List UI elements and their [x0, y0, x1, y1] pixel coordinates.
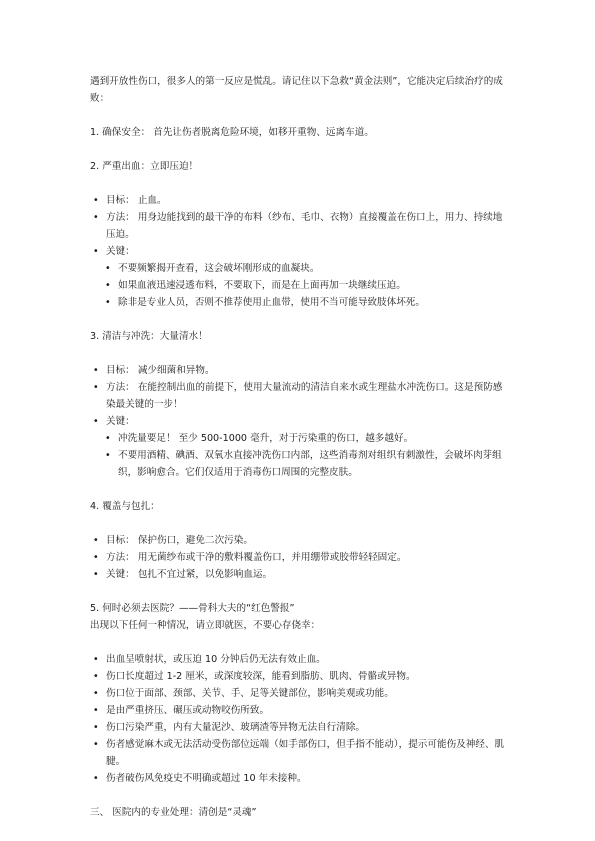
list-item: • 伤口位于面部、颈部、关节、手、足等关键部位，影响美观或功能。	[90, 685, 508, 702]
sub-list-item: • 不要频繁揭开查看，这会破坏刚形成的血凝块。	[90, 260, 508, 277]
list-item: • 伤口污染严重，内有大量泥沙、玻璃渣等异物无法自行清除。	[90, 719, 508, 736]
bullet-icon: •	[93, 705, 99, 716]
section-3-title: 3. 清洁与冲洗：大量清水！	[90, 331, 208, 342]
section-5-title: 5. 何时必须去医院？——骨科大夫的“红色警报”	[90, 603, 295, 614]
bullet-icon: •	[105, 280, 111, 291]
list-item: • 方法： 用无菌纱布或干净的敷料覆盖伤口，并用绷带或胶带轻轻固定。	[90, 549, 508, 566]
list-item: • 关键： 包扎不宜过紧，以免影响血运。	[90, 566, 508, 583]
bullet-icon: •	[93, 212, 99, 223]
list-item: • 目标： 减少细菌和异物。	[90, 362, 508, 379]
bullet-icon: •	[105, 450, 111, 461]
bullet-icon: •	[93, 654, 99, 665]
bullet-icon: •	[93, 688, 99, 699]
bullet-icon: •	[105, 297, 111, 308]
list-item: • 出血呈喷射状，或压迫 10 分钟后仍无法有效止血。	[90, 651, 508, 668]
bullet-icon: •	[93, 195, 99, 206]
bullet-icon: •	[93, 246, 99, 257]
bullet-icon: •	[105, 263, 111, 274]
sub-list-item: • 如果血液迅速浸透布料，不要取下，而是在上面再加一块继续压迫。	[90, 277, 508, 294]
bullet-icon: •	[93, 739, 99, 750]
section-1-text: 1. 确保安全： 首先让伤者脱离危险环境，如移开重物、远离车道。	[90, 127, 374, 138]
bullet-icon: •	[93, 569, 99, 580]
list-item: • 伤口长度超过 1-2 厘米，或深度较深，能看到脂肪、肌肉、骨骼或异物。	[90, 668, 508, 685]
section-4-title: 4. 覆盖与包扎：	[90, 501, 160, 512]
list-item: • 伤者感觉麻木或无法活动受伤部位远端（如手部伤口，但手指不能动），提示可能伤及神经、肌腱。	[90, 736, 508, 770]
list-item: • 是由严重挤压、碾压或动物咬伤所致。	[90, 702, 508, 719]
bullet-icon: •	[93, 671, 99, 682]
list-item: • 目标： 保护伤口，避免二次污染。	[90, 532, 508, 549]
bullet-icon: •	[93, 552, 99, 563]
sub-list-item: • 除非是专业人员，否则不推荐使用止血带，使用不当可能导致肢体坏死。	[90, 294, 508, 311]
bullet-icon: •	[93, 773, 99, 784]
list-item: • 关键：	[90, 413, 508, 430]
list-item: • 方法： 在能控制出血的前提下，使用大量流动的清洁自来水或生理盐水冲洗伤口。这是预防感染最关键的一步！	[90, 379, 508, 413]
bullet-icon: •	[93, 535, 99, 546]
bullet-icon: •	[93, 365, 99, 376]
document-body	[90, 73, 508, 821]
list-item: • 目标： 止血。	[90, 192, 508, 209]
list-item: • 方法： 用身边能找到的最干净的布料（纱布、毛巾、衣物）直接覆盖在伤口上，用力、持续地压迫。	[90, 209, 508, 243]
section-2-title: 2. 严重出血：立即压迫！	[90, 161, 199, 172]
list-item: • 关键：	[90, 243, 508, 260]
bullet-icon: •	[105, 433, 111, 444]
section-6-title: 三、 医院内的专业处理：清创是“灵魂”	[90, 807, 257, 818]
bullet-icon: •	[93, 382, 99, 393]
sub-list-item: • 冲洗量要足！ 至少 500-1000 毫升，对于污染重的伤口，越多越好。	[90, 430, 508, 447]
section-5-lead: 出现以下任何一种情况，请立即就医，不要心存侥幸：	[90, 620, 321, 631]
sub-list-item: • 不要用酒精、碘酒、双氧水直接冲洗伤口内部，这些消毒剂对组织有刺激性，会破坏肉芽组织，影响愈合。它们仅适用于消毒伤口周围的完整皮肤。	[90, 447, 508, 481]
list-item: • 伤者破伤风免疫史不明确或超过 10 年未接种。	[90, 770, 508, 787]
bullet-icon: •	[93, 722, 99, 733]
intro-paragraph: 遇到开放性伤口，很多人的第一反应是慌乱。请记住以下急救“黄金法则”，它能决定后续治疗的成败：	[90, 76, 503, 104]
bullet-icon: •	[93, 416, 99, 427]
